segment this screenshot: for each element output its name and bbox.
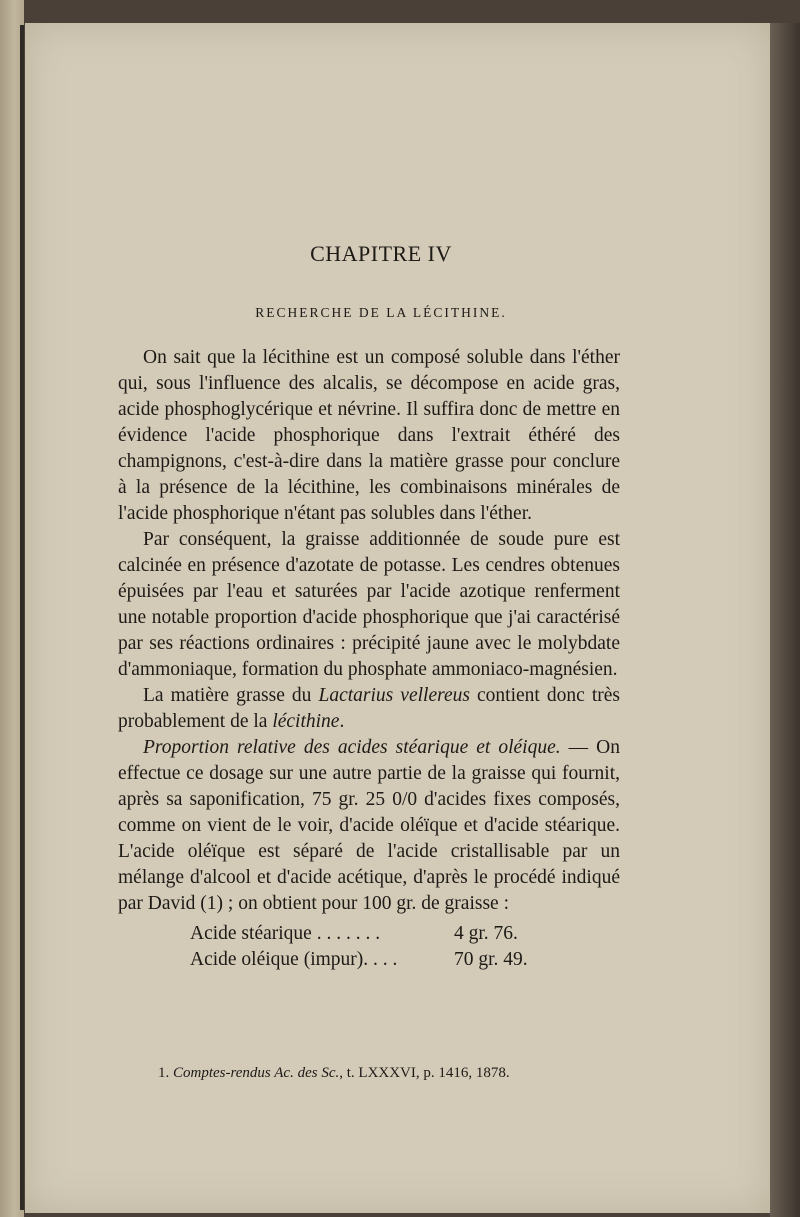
- footnote-journal: Comptes-rendus Ac. des Sc.: [173, 1065, 340, 1081]
- paragraph-3: [118, 683, 620, 735]
- page-body: [118, 345, 620, 973]
- paragraph-4: [118, 735, 620, 917]
- footnote-reference: , t. LXXXVI, p. 1416, 1878.: [339, 1065, 510, 1081]
- book-page: [25, 23, 770, 1213]
- paragraph-3-text-b: contient donc très probablement de la: [118, 685, 621, 732]
- footnote: [158, 1065, 658, 1082]
- lecithine-term: lécithine: [272, 711, 340, 732]
- result-value: 70 gr. 49.: [454, 949, 528, 970]
- footnote-number: 1.: [158, 1065, 173, 1081]
- scan-background-edge: [770, 23, 800, 1217]
- paragraph-3-text-a: La matière grasse du: [143, 685, 319, 706]
- section-title: RECHERCHE DE LA LÉCITHINE.: [255, 305, 507, 320]
- chapter-title: CHAPITRE IV: [310, 241, 452, 266]
- paragraph-1: On sait que la lécithine est un composé soluble dans l'éther qui, sous l'influence des alcalis, se décompose en acide gras, acide phosphoglycérique et névrine. Il suffira donc de mettre en évidence l'acide phosphorique dans l'extrait éthéré des champignons, c'est-à-dire dans la matière grasse pour conclure à la présence de la lécithine, les combinaisons minérales de l'acide phosphorique n'étant pas solubles dans l'éther.: [118, 347, 620, 524]
- result-value: 4 gr. 76.: [454, 923, 518, 944]
- results-row: [190, 947, 620, 973]
- results-table: [118, 921, 620, 973]
- binding-gutter: [20, 25, 24, 1210]
- paragraph-3-text-c: .: [339, 711, 345, 732]
- paragraph-4-text: — On effectue ce dosage sur une autre partie de la graisse qui fournit, après sa saponification, 75 gr. 25 0/0 d'acides fixes composés, comme on vient de le voir, d'acide oléïque et d'acide stéarique. L'acide oléïque est séparé de l'acide cristallisable par un mélange d'alcool et d'acide acétique, d'après le procédé indiqué par David (1) ; on obtient pour 100 gr. de graisse :: [118, 737, 620, 914]
- result-label: Acide stéarique . . . . . . .: [190, 923, 381, 944]
- result-label: Acide oléique (impur). . . .: [190, 949, 398, 970]
- subsection-heading: Proportion relative des acides stéarique et oléique.: [143, 737, 561, 758]
- results-row: [190, 921, 620, 947]
- species-name: Lactarius vellereus: [318, 685, 470, 706]
- paragraph-2: Par conséquent, la graisse additionnée de soude pure est calcinée en présence d'azotate de potasse. Les cendres obtenues épuisées par l'eau et saturées par l'acide azotique renferment une notable proportion d'acide phosphorique que j'ai caractérisé par ses réactions ordinaires : précipité jaune avec le molybdate d'ammoniaque, formation du phosphate ammoniaco-magnésien.: [118, 529, 620, 680]
